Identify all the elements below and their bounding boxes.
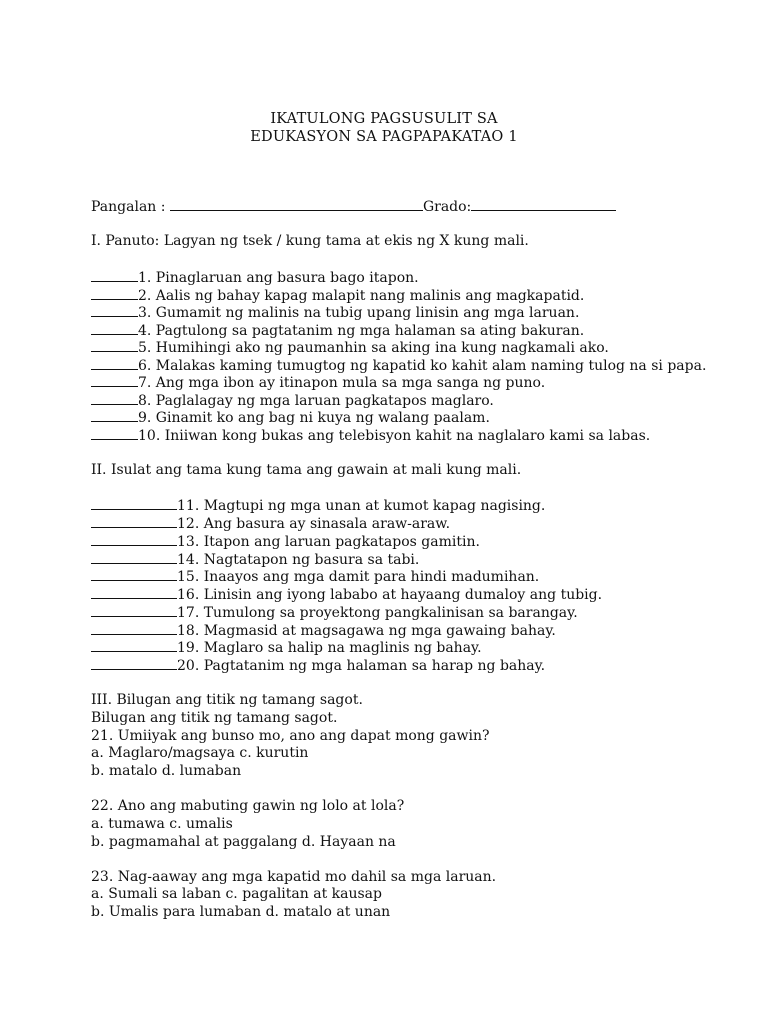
answer-blank[interactable] [91,339,138,352]
question-item: 17. Tumulong sa proyektong pangkalinisan sa barangay. [91,604,578,623]
q22-question: 22. Ano ang mabuting gawin ng lolo at lola? [91,798,405,814]
answer-blank[interactable] [91,551,177,564]
question-item: 18. Magmasid at magsagawa ng mga gawaing bahay. [91,622,556,641]
answer-blank[interactable] [91,287,138,300]
question-item: 2. Aalis ng bahay kapag malapit nang malinis ang magkapatid. [91,287,584,306]
question-item: 15. Inaayos ang mga damit para hindi madumihan. [91,568,539,587]
q22-choices-bd[interactable]: b. pagmamahal at paggalang d. Hayaan na [91,834,396,850]
question-item: 19. Maglaro sa halip na maglinis ng bahay. [91,639,482,658]
part3-instruction-repeat: Bilugan ang titik ng tamang sagot. [91,710,338,726]
q22-choices-ac[interactable]: a. tumawa c. umalis [91,816,233,832]
answer-blank[interactable] [91,639,177,652]
grade-label: Grado: [422,199,472,215]
q21-question: 21. Umiiyak ang bunso mo, ano ang dapat mong gawin? [91,728,490,744]
part1-instruction: I. Panuto: Lagyan ng tsek / kung tama at ekis ng X kung mali. [91,233,529,249]
question-item: 13. Itapon ang laruan pagkatapos gamitin. [91,533,480,552]
answer-blank[interactable] [91,409,138,422]
title-line-1: IKATULONG PAGSUSULIT SA [270,111,498,127]
question-item: 10. Iniiwan kong bukas ang telebisyon kahit na naglalaro kami sa labas. [91,427,650,446]
answer-blank[interactable] [91,497,177,510]
question-item: 20. Pagtatanim ng mga halaman sa harap ng bahay. [91,657,545,676]
answer-blank[interactable] [91,427,138,440]
q23-choices-ac[interactable]: a. Sumali sa laban c. pagalitan at kausap [91,886,382,902]
question-item: 4. Pagtulong sa pagtatanim ng mga halaman sa ating bakuran. [91,322,584,341]
q21-choices-bd[interactable]: b. matalo d. lumaban [91,763,242,779]
grade-blank[interactable] [471,198,616,211]
name-blank[interactable] [170,198,423,211]
q23-question: 23. Nag-aaway ang mga kapatid mo dahil sa mga laruan. [91,869,497,885]
answer-blank[interactable] [91,392,138,405]
question-item: 9. Ginamit ko ang bag ni kuya ng walang paalam. [91,409,490,428]
part2-instruction: II. Isulat ang tama kung tama ang gawain at mali kung mali. [91,462,522,478]
answer-blank[interactable] [91,533,177,546]
answer-blank[interactable] [91,622,177,635]
answer-blank[interactable] [91,586,177,599]
question-item: 6. Malakas kaming tumugtog ng kapatid ko kahit alam naming tulog na si papa. [91,357,706,376]
q21-choices-ac[interactable]: a. Maglaro/magsaya c. kurutin [91,745,309,761]
name-label: Pangalan : [91,199,166,215]
answer-blank[interactable] [91,604,177,617]
question-item: 8. Paglalagay ng mga laruan pagkatapos maglaro. [91,392,494,411]
title-line-2: EDUKASYON SA PAGPAPAKATAO 1 [250,129,518,145]
answer-blank[interactable] [91,657,177,670]
part3-instruction: III. Bilugan ang titik ng tamang sagot. [91,692,363,708]
question-item: 14. Nagtatapon ng basura sa tabi. [91,551,419,570]
student-info-line [91,198,616,217]
answer-blank[interactable] [91,568,177,581]
answer-blank[interactable] [91,515,177,528]
answer-blank[interactable] [91,269,138,282]
q23-choices-bd[interactable]: b. Umalis para lumaban d. matalo at unan [91,904,391,920]
question-item: 12. Ang basura ay sinasala araw-araw. [91,515,450,534]
question-item: 1. Pinaglaruan ang basura bago itapon. [91,269,419,288]
question-item: 11. Magtupi ng mga unan at kumot kapag nagising. [91,497,545,516]
question-item: 5. Humihingi ako ng paumanhin sa aking ina kung nagkamali ako. [91,339,609,358]
question-item: 16. Linisin ang iyong lababo at hayaang dumaloy ang tubig. [91,586,602,605]
answer-blank[interactable] [91,374,138,387]
question-item: 3. Gumamit ng malinis na tubig upang linisin ang mga laruan. [91,304,579,323]
answer-blank[interactable] [91,304,138,317]
question-item: 7. Ang mga ibon ay itinapon mula sa mga sanga ng puno. [91,374,545,393]
answer-blank[interactable] [91,357,138,370]
answer-blank[interactable] [91,322,138,335]
